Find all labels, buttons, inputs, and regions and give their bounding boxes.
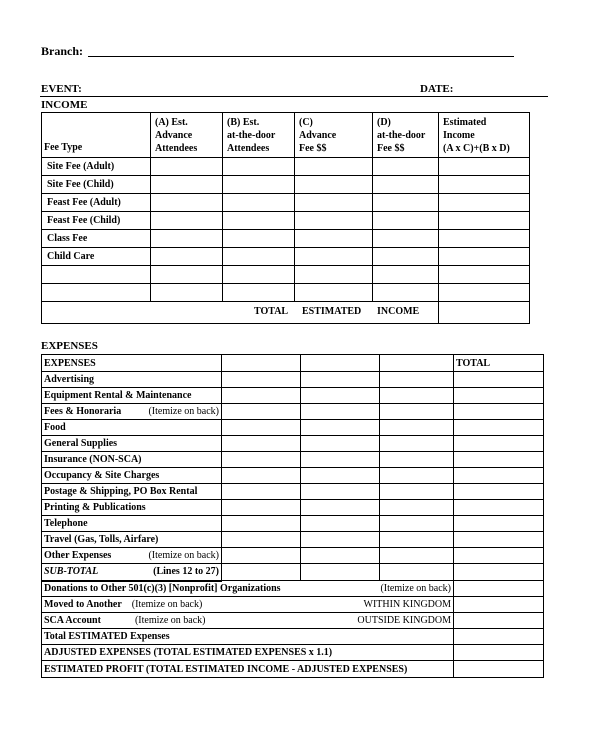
- expense-cell[interactable]: [380, 355, 454, 372]
- expense-label: Other Expenses (Itemize on back): [42, 548, 222, 564]
- income-cell[interactable]: [151, 212, 223, 230]
- expense-cell[interactable]: [301, 516, 380, 532]
- expense-label: Travel (Gas, Tolls, Airfare): [42, 532, 222, 548]
- income-row: [42, 212, 530, 230]
- income-row: [42, 266, 530, 284]
- expense-row: [42, 532, 544, 548]
- expense-row: [42, 404, 544, 420]
- expense-cell[interactable]: [301, 420, 380, 436]
- income-cell[interactable]: [439, 176, 530, 194]
- income-header-row: [42, 113, 530, 158]
- adjusted-expenses-label: ADJUSTED EXPENSES (TOTAL ESTIMATED EXPENSES x 1.1): [42, 645, 454, 661]
- subtotal-row: [42, 564, 544, 581]
- expense-total-cell[interactable]: [454, 484, 544, 500]
- expense-cell[interactable]: [301, 388, 380, 404]
- expense-label: Food: [42, 420, 222, 436]
- expense-label: Telephone: [42, 516, 222, 532]
- income-cell[interactable]: [151, 266, 223, 284]
- expense-cell[interactable]: [380, 548, 454, 564]
- income-cell[interactable]: [373, 266, 439, 284]
- expense-cell[interactable]: [301, 500, 380, 516]
- expense-total-cell[interactable]: [454, 404, 544, 420]
- income-total-row: [42, 302, 530, 324]
- expense-label: Insurance (NON-SCA): [42, 452, 222, 468]
- income-row-label: [42, 284, 151, 302]
- income-cell[interactable]: [151, 176, 223, 194]
- expense-row: [42, 388, 544, 404]
- expense-cell[interactable]: [222, 500, 301, 516]
- expense-label: Equipment Rental & Maintenance: [42, 388, 222, 404]
- col-advance-fee: (C) Advance Fee $$: [295, 113, 373, 158]
- estimated-profit-cell[interactable]: [454, 661, 544, 678]
- income-cell[interactable]: [295, 284, 373, 302]
- moved-row: [42, 597, 544, 613]
- estimated-profit-row: [42, 661, 544, 678]
- expense-row: [42, 516, 544, 532]
- moved-total-cell[interactable]: [454, 597, 544, 613]
- income-row: [42, 176, 530, 194]
- expense-cell[interactable]: [301, 452, 380, 468]
- total-estimated-income-cell[interactable]: [439, 302, 530, 324]
- income-cell[interactable]: [373, 284, 439, 302]
- col-est-advance-attendees: (A) Est. Advance Attendees: [151, 113, 223, 158]
- expense-row: [42, 468, 544, 484]
- expense-cell[interactable]: [301, 404, 380, 420]
- expense-label: Advertising: [42, 372, 222, 388]
- income-cell[interactable]: [295, 230, 373, 248]
- expense-cell[interactable]: [380, 516, 454, 532]
- income-row-label: [42, 266, 151, 284]
- income-cell[interactable]: [223, 284, 295, 302]
- expense-cell[interactable]: [380, 404, 454, 420]
- expense-cell[interactable]: [222, 548, 301, 564]
- total-estimated-expenses-label: Total ESTIMATED Expenses: [42, 629, 454, 645]
- income-table: [41, 112, 530, 324]
- income-word: INCOME: [377, 306, 420, 317]
- income-cell[interactable]: [223, 266, 295, 284]
- income-cell[interactable]: [223, 194, 295, 212]
- donations-total-cell[interactable]: [454, 581, 544, 597]
- expense-total-cell[interactable]: [454, 436, 544, 452]
- sca-row: [42, 613, 544, 629]
- event-label: EVENT:: [41, 83, 82, 95]
- branch-line[interactable]: [88, 56, 514, 57]
- expense-cell[interactable]: [222, 388, 301, 404]
- income-row-label: Class Fee: [42, 230, 151, 248]
- income-row-label: Child Care: [42, 248, 151, 266]
- expense-total-cell[interactable]: [454, 388, 544, 404]
- subtotal-total-cell[interactable]: [454, 564, 544, 581]
- income-cell[interactable]: [439, 284, 530, 302]
- expense-row: [42, 500, 544, 516]
- income-cell[interactable]: [223, 248, 295, 266]
- income-cell[interactable]: [295, 248, 373, 266]
- income-cell[interactable]: [373, 158, 439, 176]
- income-row-label: Feast Fee (Child): [42, 212, 151, 230]
- income-cell[interactable]: [151, 194, 223, 212]
- expense-cell[interactable]: [380, 484, 454, 500]
- expense-cell[interactable]: [380, 420, 454, 436]
- income-row-label: Site Fee (Adult): [42, 158, 151, 176]
- expense-cell[interactable]: [301, 532, 380, 548]
- expense-row: [42, 372, 544, 388]
- income-cell[interactable]: [439, 158, 530, 176]
- income-cell[interactable]: [373, 230, 439, 248]
- income-cell[interactable]: [295, 176, 373, 194]
- income-row: [42, 230, 530, 248]
- expense-total-cell[interactable]: [454, 372, 544, 388]
- expense-row: [42, 484, 544, 500]
- expense-total-cell[interactable]: [454, 532, 544, 548]
- income-cell[interactable]: [223, 176, 295, 194]
- income-cell[interactable]: [439, 266, 530, 284]
- expense-cell[interactable]: [222, 516, 301, 532]
- income-cell[interactable]: [295, 158, 373, 176]
- expense-label: Postage & Shipping, PO Box Rental: [42, 484, 222, 500]
- expense-row: [42, 420, 544, 436]
- income-cell[interactable]: [295, 194, 373, 212]
- expense-cell[interactable]: [301, 548, 380, 564]
- total-estimated-expenses-row: [42, 629, 544, 645]
- expense-row: [42, 452, 544, 468]
- expense-label: Fees & Honoraria (Itemize on back): [42, 404, 222, 420]
- income-cell[interactable]: [151, 248, 223, 266]
- expense-total-cell[interactable]: [454, 420, 544, 436]
- income-row: [42, 194, 530, 212]
- expense-label: Occupancy & Site Charges: [42, 468, 222, 484]
- total-estimated-expenses-cell[interactable]: [454, 629, 544, 645]
- sca-label: SCA Account (Itemize on back) OUTSIDE KINGDOM: [42, 613, 454, 629]
- expense-label: Printing & Publications: [42, 500, 222, 516]
- expense-total-cell[interactable]: [454, 452, 544, 468]
- income-cell[interactable]: [295, 212, 373, 230]
- income-cell[interactable]: [151, 230, 223, 248]
- income-cell[interactable]: [223, 158, 295, 176]
- income-cell[interactable]: [151, 284, 223, 302]
- expense-cell[interactable]: [301, 484, 380, 500]
- expense-total-cell[interactable]: [454, 548, 544, 564]
- expense-total-cell[interactable]: [454, 468, 544, 484]
- expense-cell[interactable]: [222, 420, 301, 436]
- income-cell[interactable]: [439, 248, 530, 266]
- expense-cell[interactable]: [222, 355, 301, 372]
- expense-cell[interactable]: [380, 564, 454, 581]
- expense-total-cell[interactable]: [454, 500, 544, 516]
- income-cell[interactable]: [373, 194, 439, 212]
- income-cell[interactable]: [373, 212, 439, 230]
- expense-cell[interactable]: [380, 452, 454, 468]
- expenses-header-row: [42, 355, 544, 372]
- col-door-fee: (D) at-the-door Fee $$: [373, 113, 439, 158]
- total-estimated-income-label: [42, 302, 439, 324]
- expenses-table: [41, 354, 544, 678]
- adjusted-expenses-row: [42, 645, 544, 661]
- income-cell[interactable]: [223, 212, 295, 230]
- income-cell[interactable]: [439, 230, 530, 248]
- expense-cell[interactable]: [380, 500, 454, 516]
- expenses-section-label: EXPENSES: [41, 340, 98, 352]
- donations-row: [42, 581, 544, 597]
- income-row-label: Feast Fee (Adult): [42, 194, 151, 212]
- expense-cell[interactable]: [301, 468, 380, 484]
- expense-cell[interactable]: [301, 372, 380, 388]
- income-row-label: Site Fee (Child): [42, 176, 151, 194]
- expense-row: [42, 436, 544, 452]
- expense-cell[interactable]: [380, 532, 454, 548]
- total-word: TOTAL: [254, 306, 289, 317]
- income-row: [42, 284, 530, 302]
- branch-label: Branch:: [41, 44, 83, 58]
- col-est-door-attendees: (B) Est. at-the-door Attendees: [223, 113, 295, 158]
- income-section-label: INCOME: [41, 99, 88, 111]
- income-cell[interactable]: [439, 194, 530, 212]
- expense-cell[interactable]: [222, 452, 301, 468]
- date-label: DATE:: [420, 83, 454, 95]
- income-cell[interactable]: [373, 248, 439, 266]
- expense-cell[interactable]: [222, 532, 301, 548]
- income-row: [42, 248, 530, 266]
- income-row: [42, 158, 530, 176]
- expense-cell[interactable]: [301, 355, 380, 372]
- sca-total-cell[interactable]: [454, 613, 544, 629]
- income-cell[interactable]: [223, 230, 295, 248]
- expenses-total-header: TOTAL: [454, 355, 544, 372]
- expense-cell[interactable]: [301, 564, 380, 581]
- expense-cell[interactable]: [222, 436, 301, 452]
- expense-cell[interactable]: [301, 436, 380, 452]
- expense-cell[interactable]: [380, 436, 454, 452]
- expense-label: General Supplies: [42, 436, 222, 452]
- event-line[interactable]: [40, 96, 548, 97]
- income-cell[interactable]: [295, 266, 373, 284]
- income-cell[interactable]: [151, 158, 223, 176]
- estimated-word: ESTIMATED: [302, 306, 362, 317]
- moved-label: Moved to Another (Itemize on back) WITHIN KINGDOM: [42, 597, 454, 613]
- expenses-header: EXPENSES: [42, 355, 222, 372]
- expense-row: [42, 548, 544, 564]
- expense-total-cell[interactable]: [454, 516, 544, 532]
- expense-cell[interactable]: [380, 468, 454, 484]
- donations-label: Donations to Other 501(c)(3) [Nonprofit] Organizations (Itemize on back): [42, 581, 454, 597]
- expense-cell[interactable]: [222, 468, 301, 484]
- income-cell[interactable]: [373, 176, 439, 194]
- adjusted-expenses-cell[interactable]: [454, 645, 544, 661]
- expense-cell[interactable]: [380, 372, 454, 388]
- expense-cell[interactable]: [222, 564, 301, 581]
- expense-cell[interactable]: [222, 484, 301, 500]
- expense-cell[interactable]: [222, 404, 301, 420]
- expense-cell[interactable]: [380, 388, 454, 404]
- col-estimated-income: Estimated Income (A x C)+(B x D): [439, 113, 530, 158]
- expense-cell[interactable]: [222, 372, 301, 388]
- col-fee-type: Fee Type: [42, 113, 151, 158]
- subtotal-label: SUB-TOTAL (Lines 12 to 27): [42, 564, 222, 581]
- income-cell[interactable]: [439, 212, 530, 230]
- estimated-profit-label: ESTIMATED PROFIT (TOTAL ESTIMATED INCOME - ADJUSTED EXPENSES): [42, 661, 454, 678]
